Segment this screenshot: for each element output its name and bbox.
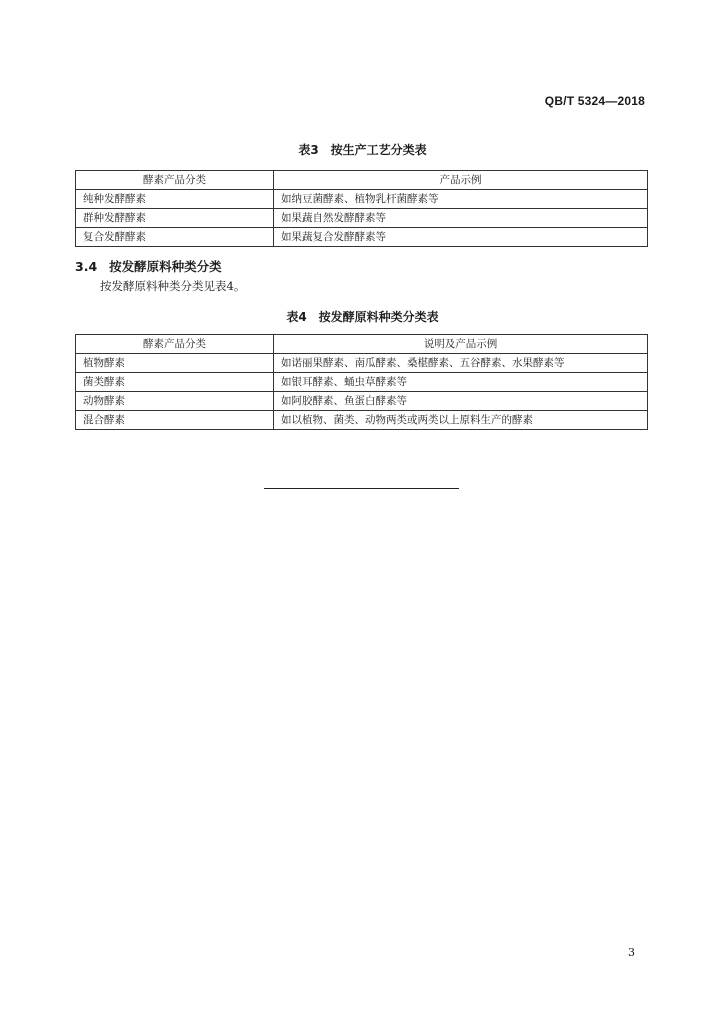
standard-code: QB/T 5324—2018 [544, 94, 645, 108]
table4-title: 表4 按发酵原料种类分类表 [286, 310, 439, 324]
category-cell: 混合酵素 [76, 411, 274, 430]
section-heading-3-4 [75, 257, 222, 275]
table-header-row [76, 171, 648, 190]
example-cell: 如果蔬复合发酵酵素等 [274, 228, 648, 247]
table-row [76, 354, 648, 373]
category-cell: 纯种发酵酵素 [76, 190, 274, 209]
category-cell: 植物酵素 [76, 354, 274, 373]
end-of-document-rule [264, 488, 459, 489]
column-header: 酵素产品分类 [76, 171, 274, 190]
table3-title: 表3 按生产工艺分类表 [298, 143, 427, 157]
section-number: 3.4 [75, 259, 98, 274]
table-row [76, 411, 648, 430]
example-cell: 如纳豆菌酵素、植物乳杆菌酵素等 [274, 190, 648, 209]
category-cell: 动物酵素 [76, 392, 274, 411]
table-row [76, 190, 648, 209]
example-cell: 如阿胶酵素、鱼蛋白酵素等 [274, 392, 648, 411]
section-title: 按发酵原料种类分类 [109, 259, 222, 274]
example-cell: 如银耳酵素、蛹虫草酵素等 [274, 373, 648, 392]
category-cell: 菌类酵素 [76, 373, 274, 392]
example-cell: 如以植物、菌类、动物两类或两类以上原料生产的酵素 [274, 411, 648, 430]
example-cell: 如果蔬自然发酵酵素等 [274, 209, 648, 228]
column-header: 说明及产品示例 [274, 335, 648, 354]
table4 [75, 334, 648, 430]
table-row [76, 373, 648, 392]
page-number: 3 [628, 946, 635, 959]
table-row [76, 209, 648, 228]
column-header: 产品示例 [274, 171, 648, 190]
example-cell: 如诺丽果酵素、南瓜酵素、桑椹酵素、五谷酵素、水果酵素等 [274, 354, 648, 373]
category-cell: 复合发酵酵素 [76, 228, 274, 247]
category-cell: 群种发酵酵素 [76, 209, 274, 228]
table-header-row [76, 335, 648, 354]
column-header: 酵素产品分类 [76, 335, 274, 354]
table-row [76, 228, 648, 247]
table-row [76, 392, 648, 411]
table3 [75, 170, 648, 247]
section-body-text: 按发酵原料种类分类见表4。 [100, 279, 246, 293]
